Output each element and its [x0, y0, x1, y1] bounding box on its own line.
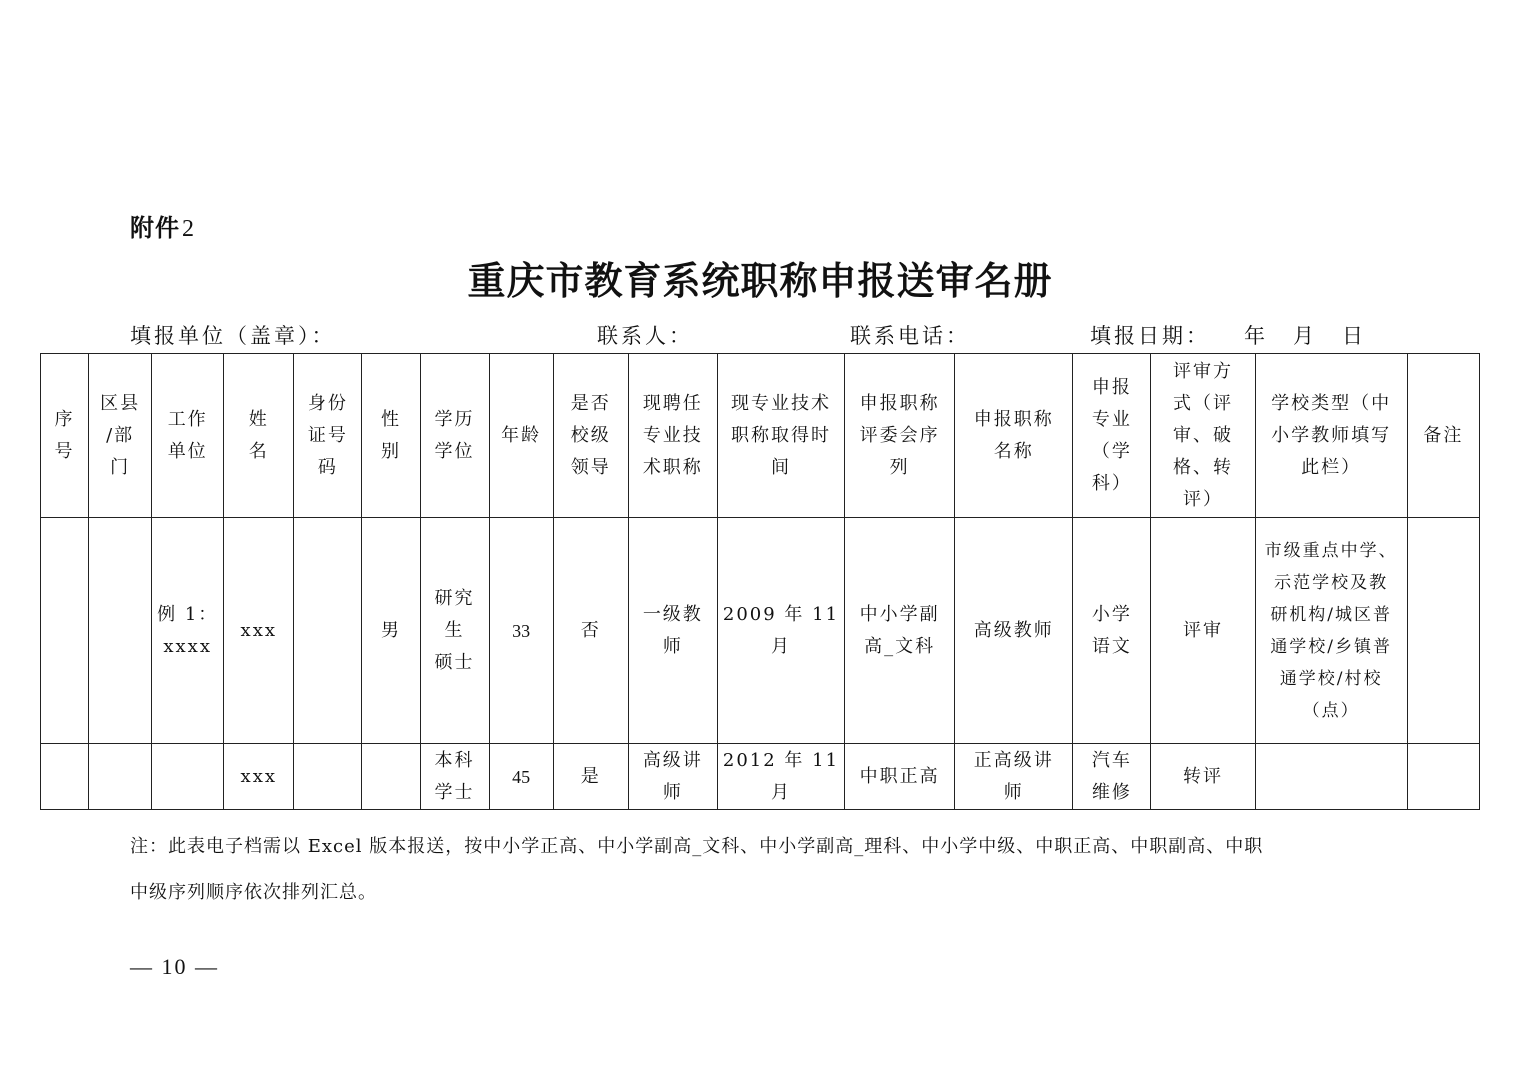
column-header: [955, 354, 1073, 518]
table-cell: [420, 518, 489, 744]
cell-line: 师: [1003, 781, 1024, 803]
column-header-line: 是否: [570, 392, 611, 414]
cell-line: 高级讲: [642, 749, 703, 771]
cell-line: 市级重点中学、: [1264, 540, 1398, 561]
column-header: [362, 354, 420, 518]
attachment-number: 2: [182, 216, 195, 242]
column-header-line: 学校类型（中: [1271, 392, 1392, 414]
table-cell: [41, 744, 89, 810]
column-header-line: 名: [248, 440, 269, 462]
column-header: [489, 354, 553, 518]
table-cell: [294, 744, 362, 810]
table-cell: [1255, 518, 1407, 744]
table-cell: [717, 518, 844, 744]
date-month-label: 月: [1293, 324, 1314, 348]
table-header: [41, 354, 1480, 518]
cell-line: 高_文科: [864, 635, 936, 657]
table-cell: [1151, 744, 1255, 810]
cell-line: 生: [444, 619, 465, 641]
cell-line: 汽车: [1091, 749, 1132, 771]
cell-line: 语文: [1091, 635, 1132, 657]
column-header-line: 别: [380, 440, 401, 462]
table-cell: [489, 744, 553, 810]
column-header: [845, 354, 955, 518]
column-header: [553, 354, 628, 518]
column-header-line: 申报: [1091, 376, 1132, 398]
column-header-line: 列: [889, 456, 910, 478]
table-cell: [553, 518, 628, 744]
cell-line: 评审: [1183, 619, 1223, 641]
table-cell: [362, 744, 420, 810]
column-header-line: 术职称: [642, 456, 703, 478]
column-header-line: 此栏）: [1301, 456, 1362, 478]
cell-line: xxx: [240, 619, 278, 641]
column-header-line: 职称取得时: [730, 424, 831, 446]
cell-line: 中小学副: [859, 603, 940, 625]
column-header-line: 审、破: [1173, 424, 1233, 446]
table-cell: [294, 518, 362, 744]
cell-line: 33: [512, 620, 531, 641]
cell-line: 师: [662, 781, 683, 803]
table-cell: [845, 518, 955, 744]
cell-line: 男: [380, 619, 401, 641]
table-row: [41, 744, 1480, 810]
table-cell: [152, 744, 224, 810]
table-body: [41, 518, 1480, 810]
column-header-line: 现聘任: [642, 392, 703, 414]
column-header-line: （学: [1091, 440, 1132, 462]
column-header-line: 申报职称: [973, 408, 1054, 430]
cell-line: 转评: [1183, 765, 1223, 787]
table-cell: [955, 744, 1073, 810]
cell-line: 否: [580, 619, 601, 641]
column-header-line: 现专业技术: [730, 392, 831, 414]
column-header-line: 科）: [1091, 472, 1132, 494]
table-cell: [1151, 518, 1255, 744]
column-header-line: 学历: [434, 408, 475, 430]
column-header-line: 评审方: [1173, 360, 1233, 382]
table-cell: [1407, 744, 1479, 810]
table-cell: [362, 518, 420, 744]
cell-line: 研究: [434, 587, 475, 609]
column-header-line: 区县: [100, 392, 141, 414]
cell-line: 45: [512, 766, 531, 787]
cell-line: 小学: [1091, 603, 1132, 625]
table-cell: [1073, 744, 1151, 810]
footnote: [130, 824, 1430, 916]
cell-line: 通学校/乡镇普: [1270, 636, 1393, 657]
table-cell: [41, 518, 89, 744]
column-header: [1073, 354, 1151, 518]
column-header: [41, 354, 89, 518]
cell-line: 高级教师: [973, 619, 1054, 641]
attachment-label-text: 附件: [130, 214, 180, 242]
column-header: [152, 354, 224, 518]
date-year-label: 年: [1244, 324, 1265, 348]
cell-line: 本科: [434, 749, 475, 771]
column-header-line: 身份: [307, 392, 348, 414]
page-title: 重庆市教育系统职称申报送审名册: [467, 258, 1053, 303]
cell-line: 通学校/村校: [1279, 668, 1383, 689]
cell-line: 硕士: [434, 651, 475, 673]
table-cell: [224, 744, 294, 810]
column-header: [717, 354, 844, 518]
cell-line: 师: [662, 635, 683, 657]
page-number: — 10 —: [130, 954, 219, 979]
table-cell: [420, 744, 489, 810]
column-header-line: 证号: [307, 424, 348, 446]
footnote-line-2: 中级序列顺序依次排列汇总。: [130, 882, 377, 903]
column-header-line: 备注: [1423, 424, 1464, 446]
cell-line: 研机构/城区普: [1270, 604, 1393, 625]
roster-table: [40, 353, 1480, 810]
table-cell: [717, 744, 844, 810]
column-header-line: 名称: [993, 440, 1034, 462]
column-header-line: 学位: [434, 440, 475, 462]
column-header: [89, 354, 152, 518]
table-cell: [553, 744, 628, 810]
cell-line: 学士: [434, 781, 475, 803]
column-header-line: 门: [110, 456, 131, 478]
footnote-line-1: 注：此表电子档需以 Excel 版本报送，按中小学正高、中小学副高_文科、中小学副高_理科、中小学中级、中职正高、中职副高、中职: [130, 836, 1264, 857]
table-cell: [955, 518, 1073, 744]
cell-line: 正高级讲: [973, 749, 1054, 771]
fill-date-label: 填报日期：: [1090, 324, 1210, 348]
table-row: [41, 518, 1480, 744]
table-cell: [224, 518, 294, 744]
cell-line: xxx: [240, 765, 278, 787]
contact-person-label: 联系人：: [597, 324, 693, 348]
column-header-line: 专业: [1091, 408, 1132, 430]
column-header-line: 单位: [167, 440, 208, 462]
cell-line: 是: [580, 765, 601, 787]
column-header-line: 间: [770, 456, 791, 478]
cell-line: 例 1：: [157, 603, 219, 625]
column-header-line: 小学教师填写: [1271, 424, 1392, 446]
cell-line: 2012 年 11 月: [722, 749, 840, 803]
table-cell: [489, 518, 553, 744]
table-cell: [845, 744, 955, 810]
date-day-label: 日: [1342, 324, 1363, 348]
column-header: [1151, 354, 1255, 518]
cell-line: 示范学校及教: [1274, 572, 1389, 593]
column-header: [294, 354, 362, 518]
column-header-line: 性: [380, 408, 401, 430]
table-cell: [89, 518, 152, 744]
column-header: [628, 354, 717, 518]
column-header-line: 领导: [570, 456, 611, 478]
table-cell: [628, 518, 717, 744]
cell-line: 2009 年 11 月: [722, 603, 840, 657]
header-row: [41, 354, 1480, 518]
cell-line: 维修: [1091, 781, 1132, 803]
column-header-line: /部: [106, 424, 135, 446]
column-header-line: 格、转: [1173, 456, 1233, 478]
table-cell: [152, 518, 224, 744]
column-header-line: 序: [54, 408, 75, 430]
column-header-line: 评）: [1183, 488, 1223, 510]
column-header: [420, 354, 489, 518]
contact-phone-label: 联系电话：: [850, 324, 970, 348]
column-header-line: 工作: [167, 408, 208, 430]
table-cell: [628, 744, 717, 810]
column-header-line: 码: [317, 456, 338, 478]
column-header: [1255, 354, 1407, 518]
cell-line: 一级教: [642, 603, 703, 625]
column-header-line: 申报职称: [859, 392, 940, 414]
table-cell: [1407, 518, 1479, 744]
column-header: [224, 354, 294, 518]
fill-date: [1090, 320, 1363, 350]
table-cell: [1073, 518, 1151, 744]
attachment-label: [130, 208, 195, 243]
column-header-line: 校级: [570, 424, 611, 446]
table-cell: [1255, 744, 1407, 810]
cell-line: 中职正高: [859, 765, 940, 787]
cell-line: xxxx: [163, 635, 212, 657]
column-header-line: 年龄: [501, 424, 542, 446]
cell-line: （点）: [1302, 700, 1360, 721]
column-header: [1407, 354, 1479, 518]
column-header-line: 式（评: [1173, 392, 1233, 414]
column-header-line: 号: [54, 440, 75, 462]
table-cell: [89, 744, 152, 810]
fill-unit-label: 填报单位（盖章）：: [130, 324, 336, 348]
column-header-line: 姓: [248, 408, 269, 430]
column-header-line: 评委会序: [859, 424, 940, 446]
column-header-line: 专业技: [642, 424, 703, 446]
